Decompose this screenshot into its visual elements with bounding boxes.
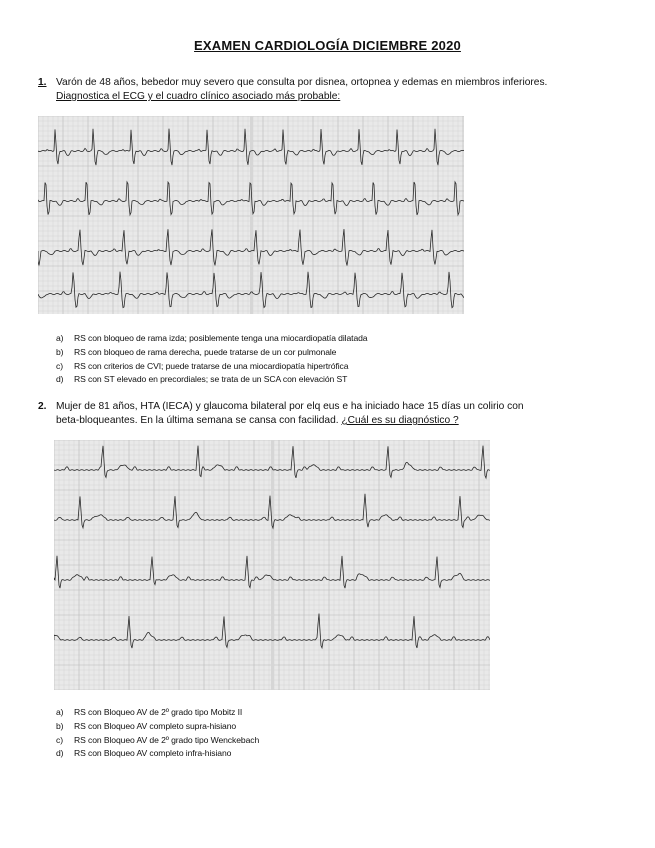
question-2-options [56,706,259,761]
option-2c[interactable]: c) RS con Bloqueo AV de 2º grado tipo Wenckebach [56,734,260,745]
question-2-prompt: ¿Cuál es su diagnóstico ? [341,415,459,426]
option-1d[interactable]: d) RS con ST elevado en precordiales; se trata de un SCA con elevación ST [56,374,348,385]
option-1c[interactable]: c) RS con criterios de CVI; puede tratarse de una miocardiopatía hipertrófica [56,360,349,371]
option-2d[interactable]: d) RS con Bloqueo AV completo infra-hisiano [56,748,232,759]
ecg-image-1 [38,116,464,314]
question-1-line2: Diagnostica el ECG y el cuadro clínico asociado más probable: [56,91,341,102]
page-title: EXAMEN CARDIOLOGÍA DICIEMBRE 2020 [194,38,461,53]
question-2-line1: Mujer de 81 años, HTA (IECA) y glaucoma bilateral por elq eus e ha iniciado hace 15 días un colirio con [56,401,524,412]
question-1-options [56,332,367,387]
ecg-image-2 [54,440,490,690]
option-1b[interactable]: b) RS con bloqueo de rama derecha, puede tratarse de un cor pulmonale [56,346,337,357]
option-2b[interactable]: b) RS con Bloqueo AV completo supra-hisiano [56,720,237,731]
question-2 [38,400,568,428]
question-1-line1: Varón de 48 años, bebedor muy severo que consulta por disnea, ortopnea y edemas en miembros inferiores. [56,77,548,88]
question-1 [38,76,598,104]
option-2a[interactable]: a) RS con Bloqueo AV de 2º grado tipo Mobitz II [56,707,243,717]
question-2-number: 2. [38,401,47,412]
question-2-line2: beta-bloqueantes. En la última semana se cansa con facilidad. [56,415,339,426]
question-1-number: 1. [38,77,47,88]
option-1a[interactable]: a) RS con bloqueo de rama izda; posiblemente tenga una miocardiopatía dilatada [56,333,368,343]
